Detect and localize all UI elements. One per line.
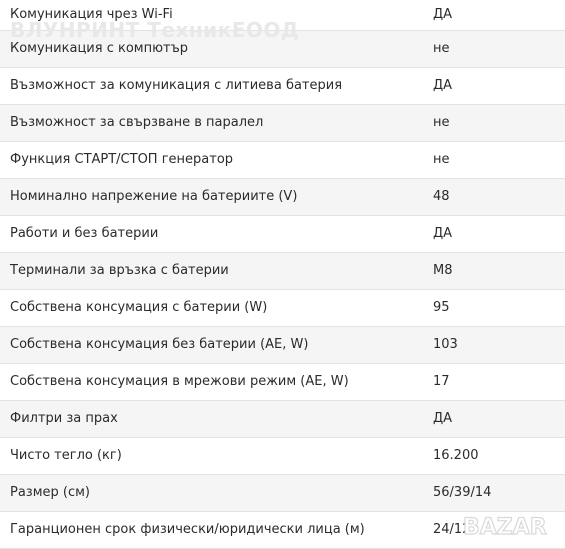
- spec-value: 103: [422, 326, 565, 363]
- table-row: [0, 104, 565, 141]
- spec-label: Функция СТАРТ/СТОП генератор: [0, 141, 422, 178]
- spec-label: Номинално напрежение на батериите (V): [0, 178, 422, 215]
- table-row: [0, 363, 565, 400]
- table-row: [0, 67, 565, 104]
- spec-label: Възможност за комуникация с литиева батерия: [0, 67, 422, 104]
- spec-label: Работи и без батерии: [0, 215, 422, 252]
- table-row: [0, 474, 565, 511]
- svg-text:BAZAR: BAZAR: [463, 515, 547, 540]
- spec-label: Възможност за свързване в паралел: [0, 104, 422, 141]
- spec-value: ДА: [422, 400, 565, 437]
- spec-label: Гаранционен срок физически/юридически лица (м): [0, 511, 422, 548]
- spec-value: 95: [422, 289, 565, 326]
- spec-value: не: [422, 30, 565, 67]
- spec-value: 24/12: [422, 511, 565, 548]
- watermark: ВЛУНРИНТ ТехникЕООД: [10, 18, 300, 42]
- spec-value: 16.200: [422, 437, 565, 474]
- spec-value: не: [422, 141, 565, 178]
- spec-label: Терминали за връзка с батерии: [0, 252, 422, 289]
- spec-value: ДА: [422, 215, 565, 252]
- spec-label: Размер (см): [0, 474, 422, 511]
- table-row: [0, 437, 565, 474]
- spec-label: Собствена консумация в мрежови режим (AE, W): [0, 363, 422, 400]
- spec-value: 56/39/14: [422, 474, 565, 511]
- spec-label: Комуникация чрез Wi-Fi: [0, 0, 422, 30]
- spec-value: ДА: [422, 0, 565, 30]
- table-row: [0, 30, 565, 67]
- table-row: [0, 511, 565, 548]
- spec-value: 48: [422, 178, 565, 215]
- table-row: [0, 178, 565, 215]
- table-row: [0, 289, 565, 326]
- table-row: [0, 0, 565, 30]
- spec-value: 17: [422, 363, 565, 400]
- spec-label: Комуникация с компютър: [0, 30, 422, 67]
- spec-label: Чисто тегло (кг): [0, 437, 422, 474]
- spec-value: не: [422, 104, 565, 141]
- table-row: [0, 400, 565, 437]
- table-row: [0, 326, 565, 363]
- spec-label: Собствена консумация с батерии (W): [0, 289, 422, 326]
- table-row: [0, 252, 565, 289]
- table-row: [0, 141, 565, 178]
- spec-label: Филтри за прах: [0, 400, 422, 437]
- spec-value: ДА: [422, 67, 565, 104]
- table-row: [0, 215, 565, 252]
- spec-label: Собствена консумация без батерии (AE, W): [0, 326, 422, 363]
- spec-value: M8: [422, 252, 565, 289]
